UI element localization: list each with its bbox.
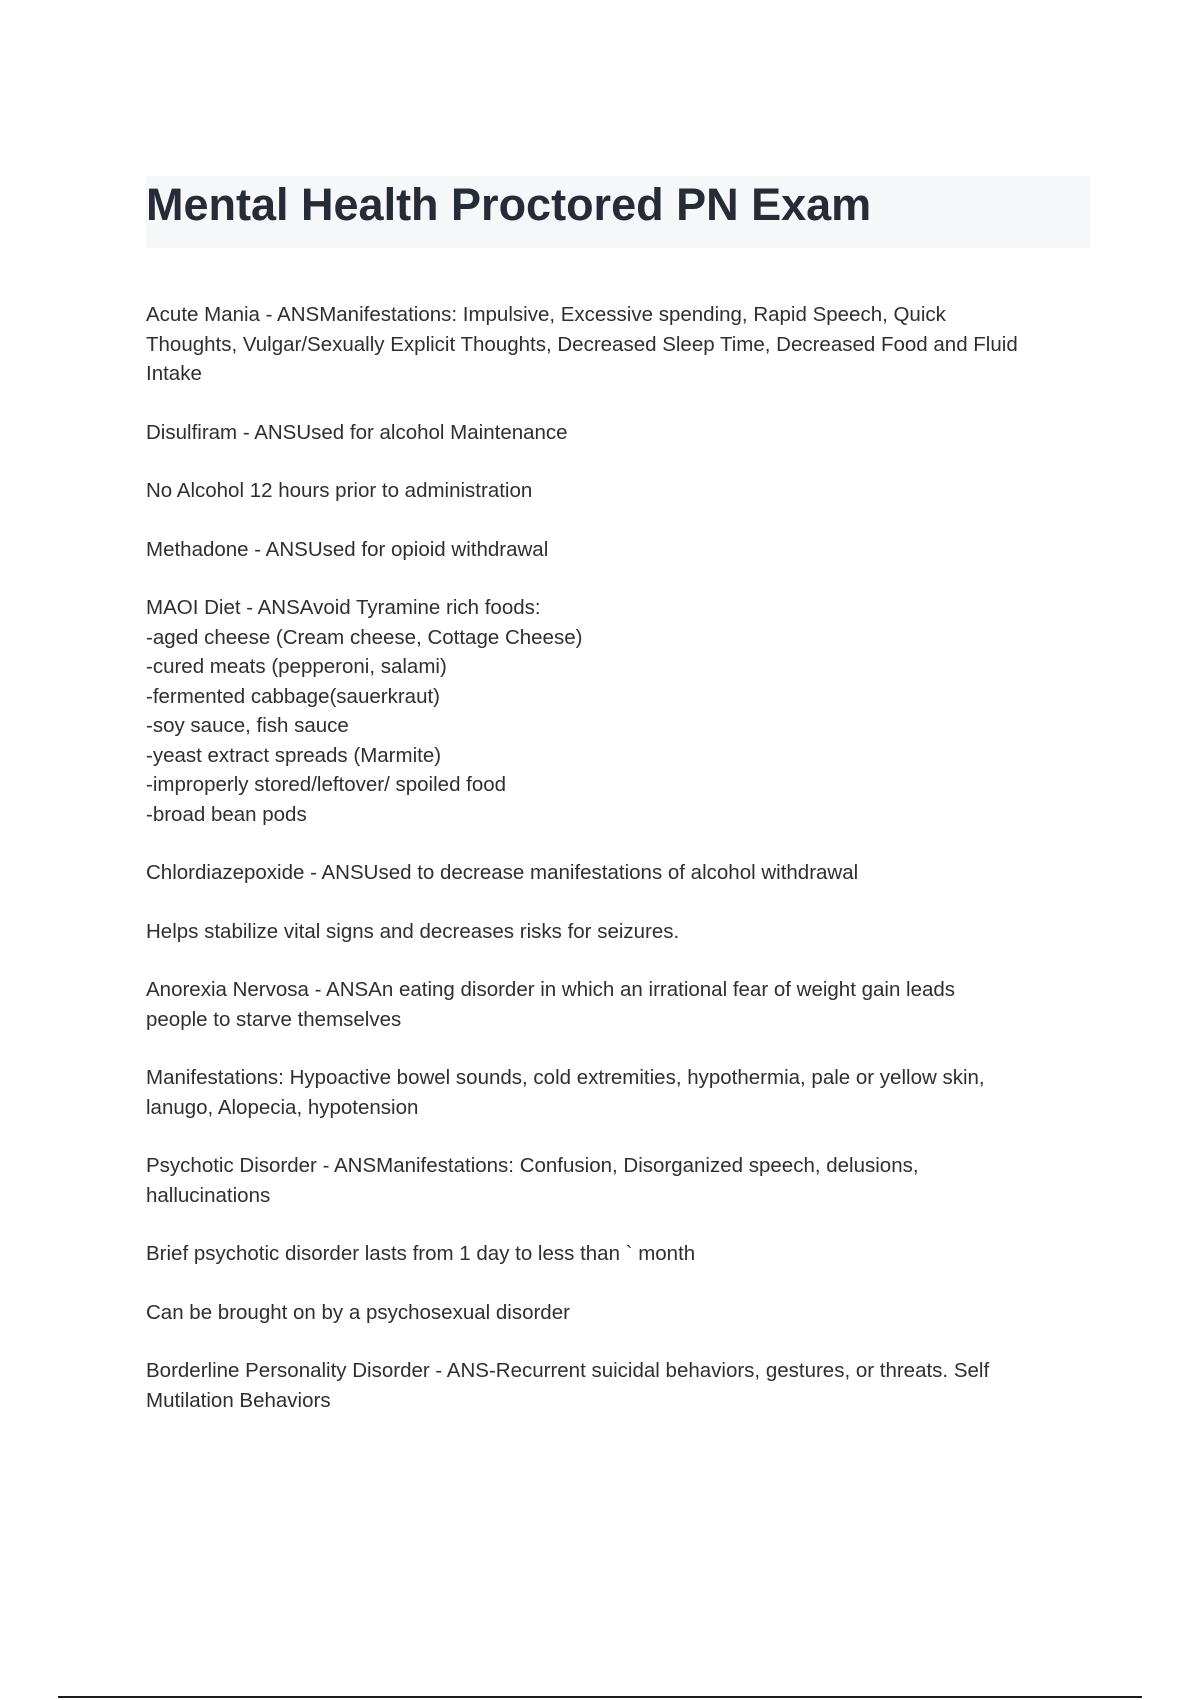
- text-line: Can be brought on by a psychosexual disorder: [146, 1300, 570, 1324]
- list-item: -aged cheese (Cream cheese, Cottage Cheese): [146, 625, 583, 649]
- paragraph-borderline: [146, 1356, 1096, 1415]
- list-item: -improperly stored/leftover/ spoiled food: [146, 773, 507, 796]
- text-line: Thoughts, Vulgar/Sexually Explicit Thoughts, Decreased Sleep Time, Decreased Food and Fluid: [146, 332, 1018, 356]
- paragraph-disulfiram: [146, 418, 1096, 448]
- text-line: No Alcohol 12 hours prior to administration: [146, 479, 533, 502]
- footer-divider: [58, 1696, 1142, 1698]
- paragraph-brief-psychotic: [146, 1239, 1096, 1269]
- paragraph-methadone: [146, 535, 1096, 565]
- text-line: Borderline Personality Disorder - ANS-Recurrent suicidal behaviors, gestures, or threats. Self: [146, 1359, 990, 1382]
- text-line: Helps stabilize vital signs and decreases risks for seizures.: [146, 919, 680, 943]
- text-line: lanugo, Alopecia, hypotension: [146, 1095, 419, 1119]
- text-line: Disulfiram - ANSUsed for alcohol Maintenance: [146, 420, 568, 444]
- text-line: Acute Mania - ANSManifestations: Impulsive, Excessive spending, Rapid Speech, Quick: [146, 303, 946, 326]
- paragraph-maoi-diet: [146, 593, 1096, 829]
- page-title: Mental Health Proctored PN Exam: [146, 179, 872, 230]
- text-line: Anorexia Nervosa - ANSAn eating disorder in which an irrational fear of weight gain leads: [146, 978, 956, 1001]
- list-item: -broad bean pods: [146, 802, 307, 826]
- paragraph-acute-mania: [146, 300, 1096, 389]
- text-line: Psychotic Disorder - ANSManifestations: Confusion, Disorganized speech, delusions,: [146, 1154, 919, 1177]
- list-item: -soy sauce, fish sauce: [146, 714, 349, 737]
- text-line: Manifestations: Hypoactive bowel sounds, cold extremities, hypothermia, pale or yellow skin,: [146, 1066, 985, 1089]
- paragraph-anorexia-manifestations: [146, 1063, 1096, 1122]
- text-line: MAOI Diet - ANSAvoid Tyramine rich foods:: [146, 596, 541, 619]
- text-line: hallucinations: [146, 1183, 271, 1207]
- text-line: people to starve themselves: [146, 1007, 402, 1031]
- paragraph-psychotic-disorder: [146, 1151, 1096, 1210]
- paragraph-anorexia-nervosa: [146, 975, 1096, 1034]
- list-item: -fermented cabbage(sauerkraut): [146, 684, 440, 708]
- list-item: -yeast extract spreads (Marmite): [146, 743, 442, 767]
- list-item: -cured meats (pepperoni, salami): [146, 655, 447, 678]
- paragraph-chlordiazepoxide: [146, 858, 1096, 888]
- paragraph-no-alcohol: [146, 476, 1096, 506]
- paragraph-psychosexual: [146, 1298, 1096, 1328]
- document-body: [146, 300, 1096, 1444]
- text-line: Methadone - ANSUsed for opioid withdrawal: [146, 537, 549, 561]
- paragraph-vital-signs: [146, 917, 1096, 947]
- title-band: [146, 176, 1090, 248]
- text-line: Intake: [146, 362, 202, 385]
- text-line: Mutilation Behaviors: [146, 1388, 331, 1412]
- text-line: Brief psychotic disorder lasts from 1 day to less than ` month: [146, 1242, 696, 1265]
- text-line: Chlordiazepoxide - ANSUsed to decrease manifestations of alcohol withdrawal: [146, 861, 859, 884]
